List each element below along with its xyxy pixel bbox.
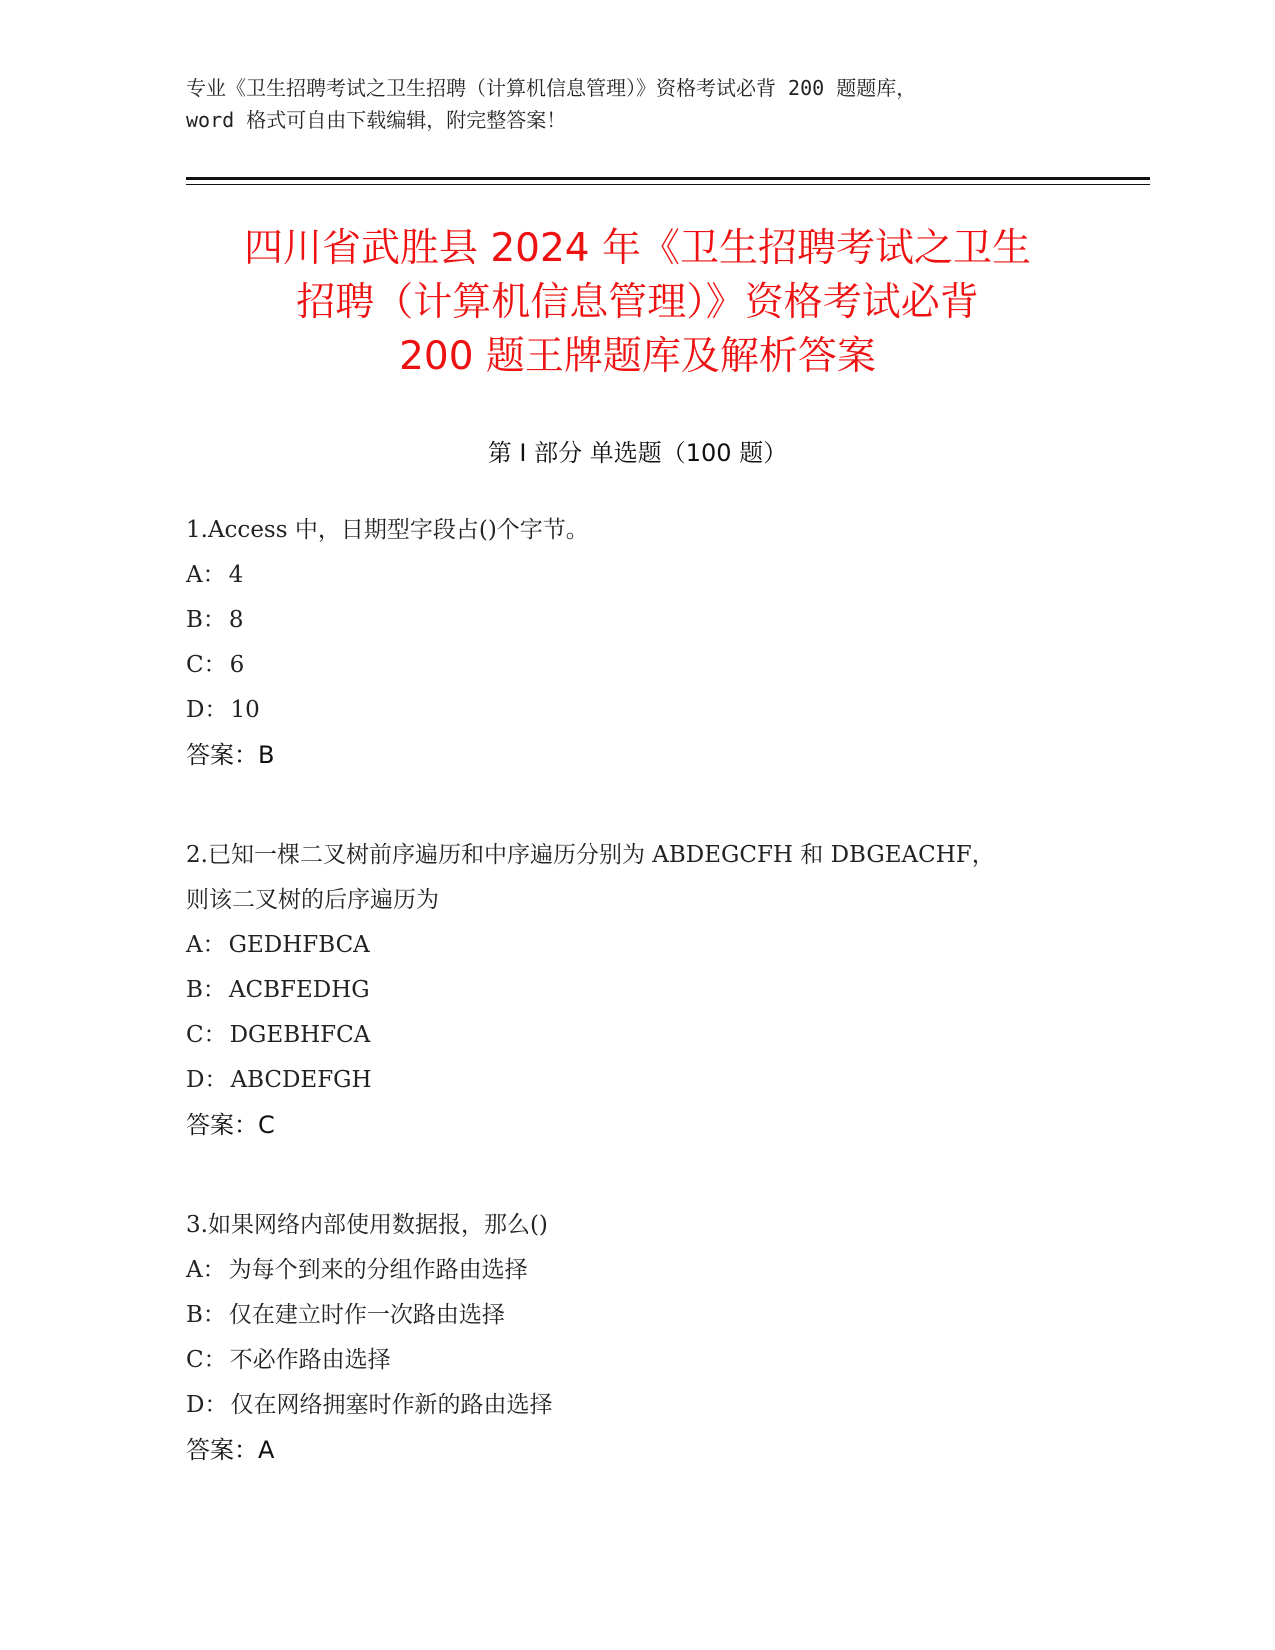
answer-label: 答案：B xyxy=(186,741,275,769)
option-b xyxy=(186,968,1086,1013)
document-title-line-3: 200 题王牌题库及解析答案 xyxy=(399,334,876,379)
question-text: 3.如果网络内部使用数据报，那么() xyxy=(186,1212,548,1238)
document-title-line-2: 招聘（计算机信息管理）》资格考试必背 xyxy=(296,280,979,325)
question-text-continued: 则该二叉树的后序遍历为 xyxy=(186,887,439,913)
option-text: DGEBHFCA xyxy=(229,1022,371,1048)
option-separator: ： xyxy=(204,1067,228,1093)
answer-label: 答案：A xyxy=(186,1436,275,1464)
document-title-line-1: 四川省武胜县 2024 年《卫生招聘考试之卫生 xyxy=(243,226,1032,271)
question-text: 2.已知一棵二叉树前序遍历和中序遍历分别为 ABDEGCFH 和 DBGEACHF， xyxy=(186,842,995,868)
question-text: 1.Access 中，日期型字段占()个字节。 xyxy=(186,517,589,543)
option-separator: ： xyxy=(203,652,227,678)
option-text: 为每个到来的分组作路由选择 xyxy=(228,1257,528,1283)
option-text: 6 xyxy=(229,652,245,678)
option-letter: D xyxy=(186,697,205,723)
option-a xyxy=(186,553,1086,598)
option-separator: ： xyxy=(202,932,226,958)
option-d xyxy=(186,1058,1086,1103)
option-c xyxy=(186,1338,1086,1383)
header-note-line-1: 专业《卫生招聘考试之卫生招聘（计算机信息管理）》资格考试必背 200 题题库， xyxy=(186,76,917,100)
option-text: 4 xyxy=(228,562,244,588)
option-c xyxy=(186,1013,1086,1058)
section-heading: 第 I 部分 单选题（100 题） xyxy=(487,439,788,467)
option-text: 仅在建立时作一次路由选择 xyxy=(228,1302,505,1328)
option-letter: C xyxy=(186,652,204,678)
option-text: 8 xyxy=(228,607,244,633)
question-1 xyxy=(186,508,1086,778)
header-note xyxy=(186,72,1086,136)
option-separator: ： xyxy=(202,562,226,588)
answer-label: 答案：C xyxy=(186,1111,275,1139)
header-divider-thick xyxy=(186,177,1150,180)
document-title xyxy=(150,222,1125,384)
option-a xyxy=(186,923,1086,968)
option-separator: ： xyxy=(203,1347,227,1373)
option-letter: A xyxy=(186,932,203,958)
question-2 xyxy=(186,833,1086,1148)
option-letter: D xyxy=(186,1067,205,1093)
option-letter: B xyxy=(186,1302,203,1328)
option-separator: ： xyxy=(204,1392,228,1418)
option-d xyxy=(186,1383,1086,1428)
option-text: GEDHFBCA xyxy=(228,932,370,958)
option-separator: ： xyxy=(204,697,228,723)
option-separator: ： xyxy=(202,977,226,1003)
option-letter: B xyxy=(186,607,203,633)
option-letter: A xyxy=(186,1257,203,1283)
option-separator: ： xyxy=(202,607,226,633)
option-letter: C xyxy=(186,1022,204,1048)
option-separator: ： xyxy=(202,1257,226,1283)
option-separator: ： xyxy=(203,1022,227,1048)
option-text: ACBFEDHG xyxy=(228,977,370,1003)
option-c xyxy=(186,643,1086,688)
header-note-line-2: word 格式可自由下载编辑，附完整答案！ xyxy=(186,108,567,132)
option-a xyxy=(186,1248,1086,1293)
option-text: 仅在网络拥塞时作新的路由选择 xyxy=(230,1392,553,1418)
option-b xyxy=(186,598,1086,643)
option-d xyxy=(186,688,1086,733)
option-letter: B xyxy=(186,977,203,1003)
option-letter: A xyxy=(186,562,203,588)
question-3 xyxy=(186,1203,1086,1473)
option-separator: ： xyxy=(202,1302,226,1328)
option-text: 不必作路由选择 xyxy=(229,1347,391,1373)
option-letter: D xyxy=(186,1392,205,1418)
option-letter: C xyxy=(186,1347,204,1373)
option-b xyxy=(186,1293,1086,1338)
header-divider-thin xyxy=(186,184,1150,185)
option-text: 10 xyxy=(230,697,260,723)
option-text: ABCDEFGH xyxy=(230,1067,372,1093)
